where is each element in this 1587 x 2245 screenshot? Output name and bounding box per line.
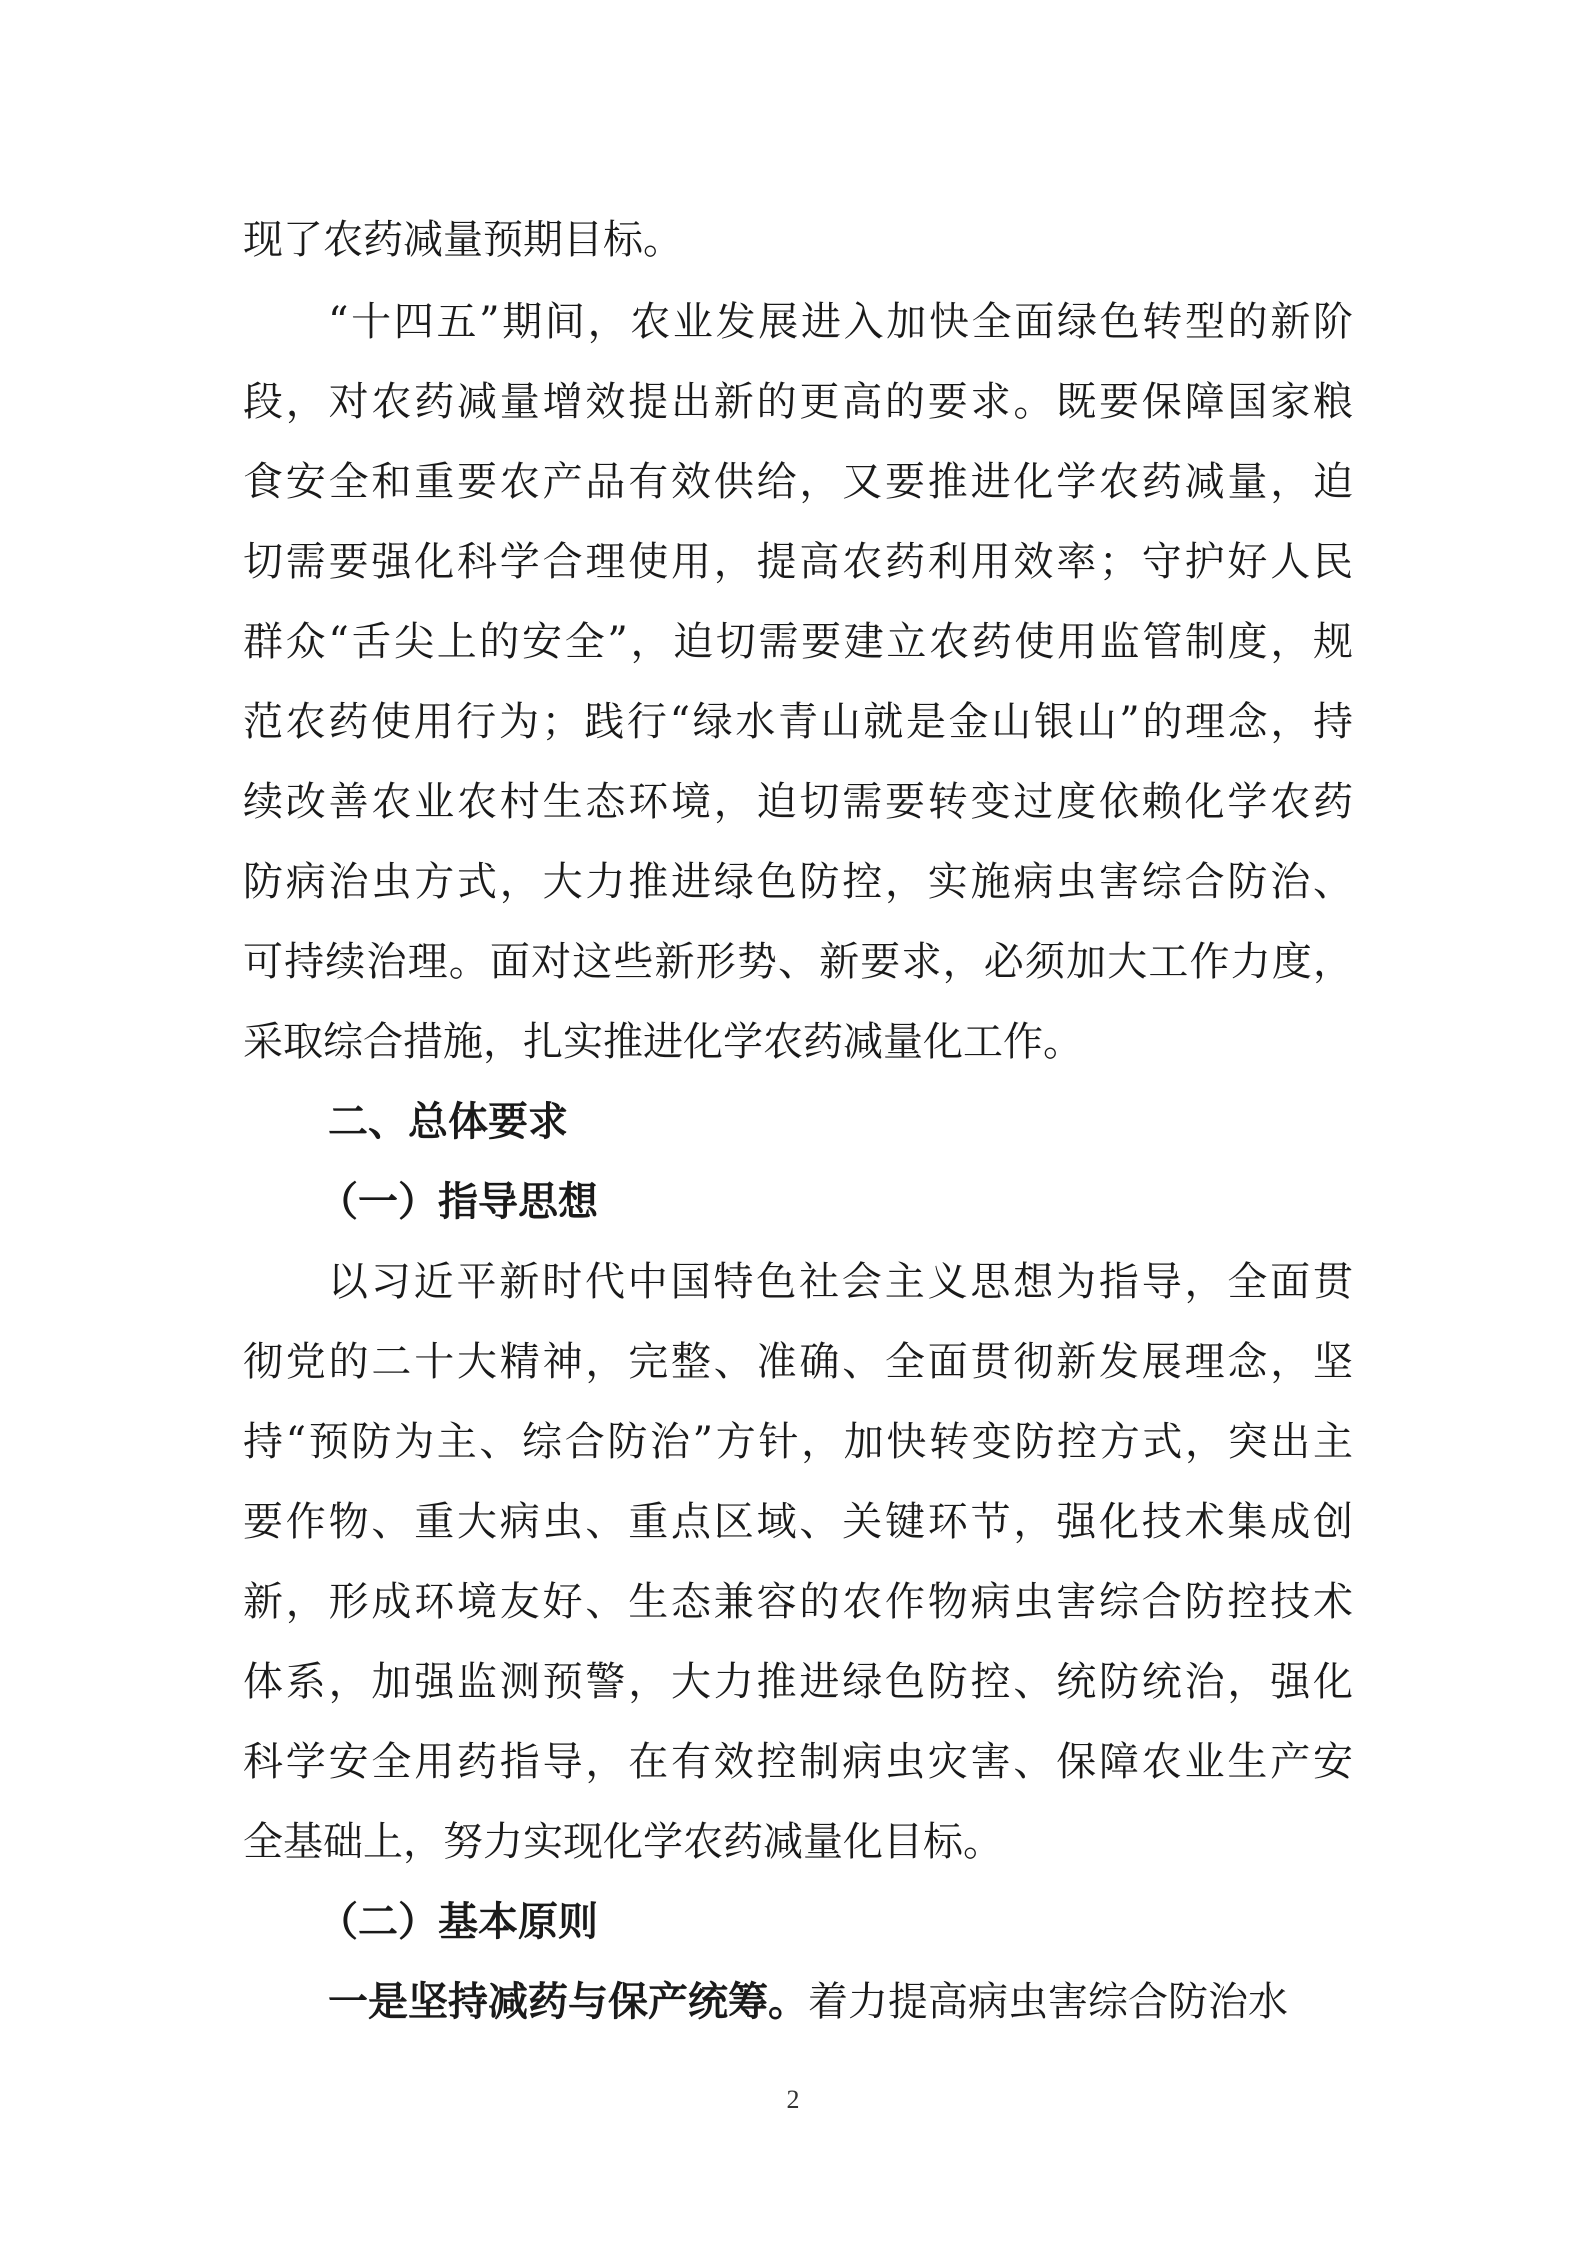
text-line: 采取综合措施，扎实推进化学农药减量化工作。 bbox=[243, 1019, 1083, 1065]
text-line: 要作物、重大病虫、重点区域、关键环节，强化技术集成创 bbox=[243, 1499, 1353, 1545]
text-line: 可持续治理。面对这些新形势、新要求，必须加大工作力度， bbox=[243, 939, 1353, 985]
principle-line bbox=[328, 1962, 1353, 2042]
text-line: 现了农药减量预期目标。 bbox=[243, 217, 683, 263]
subsection-heading: （二）基本原则 bbox=[318, 1898, 598, 1945]
subsection-heading: （一）指导思想 bbox=[318, 1178, 598, 1225]
text-line: 体系，加强监测预警，大力推进绿色防控、统防统治，强化 bbox=[243, 1659, 1353, 1705]
principle-lead: 一是坚持减药与保产统筹。 bbox=[328, 1979, 808, 2025]
text-line: 续改善农业农村生态环境，迫切需要转变过度依赖化学农药 bbox=[243, 779, 1353, 825]
section-heading: 二、总体要求 bbox=[328, 1099, 568, 1145]
text-line: 持“预防为主、综合防治”方针，加快转变防控方式，突出主 bbox=[243, 1419, 1353, 1465]
text-line: 范农药使用行为；践行“绿水青山就是金山银山”的理念，持 bbox=[243, 699, 1353, 745]
text-line: 群众“舌尖上的安全”，迫切需要建立农药使用监管制度，规 bbox=[243, 619, 1353, 665]
text-line: 新，形成环境友好、生态兼容的农作物病虫害综合防控技术 bbox=[243, 1579, 1353, 1625]
text-line: “十四五”期间，农业发展进入加快全面绿色转型的新阶 bbox=[328, 299, 1353, 345]
text-line: 以习近平新时代中国特色社会主义思想为指导，全面贯 bbox=[328, 1259, 1353, 1305]
text-line: 彻党的二十大精神，完整、准确、全面贯彻新发展理念，坚 bbox=[243, 1339, 1353, 1385]
page-number: 2 bbox=[786, 2085, 800, 2114]
principle-text: 着力提高病虫害综合防治水 bbox=[808, 1979, 1288, 2025]
text-line: 科学安全用药指导，在有效控制病虫灾害、保障农业生产安 bbox=[243, 1739, 1353, 1785]
text-line: 切需要强化科学合理使用，提高农药利用效率；守护好人民 bbox=[243, 539, 1353, 585]
text-line: 食安全和重要农产品有效供给，又要推进化学农药减量，迫 bbox=[243, 459, 1353, 505]
text-line: 全基础上，努力实现化学农药减量化目标。 bbox=[243, 1819, 1003, 1865]
text-line: 防病治虫方式，大力推进绿色防控，实施病虫害综合防治、 bbox=[243, 859, 1353, 905]
text-line: 段，对农药减量增效提出新的更高的要求。既要保障国家粮 bbox=[243, 379, 1353, 425]
